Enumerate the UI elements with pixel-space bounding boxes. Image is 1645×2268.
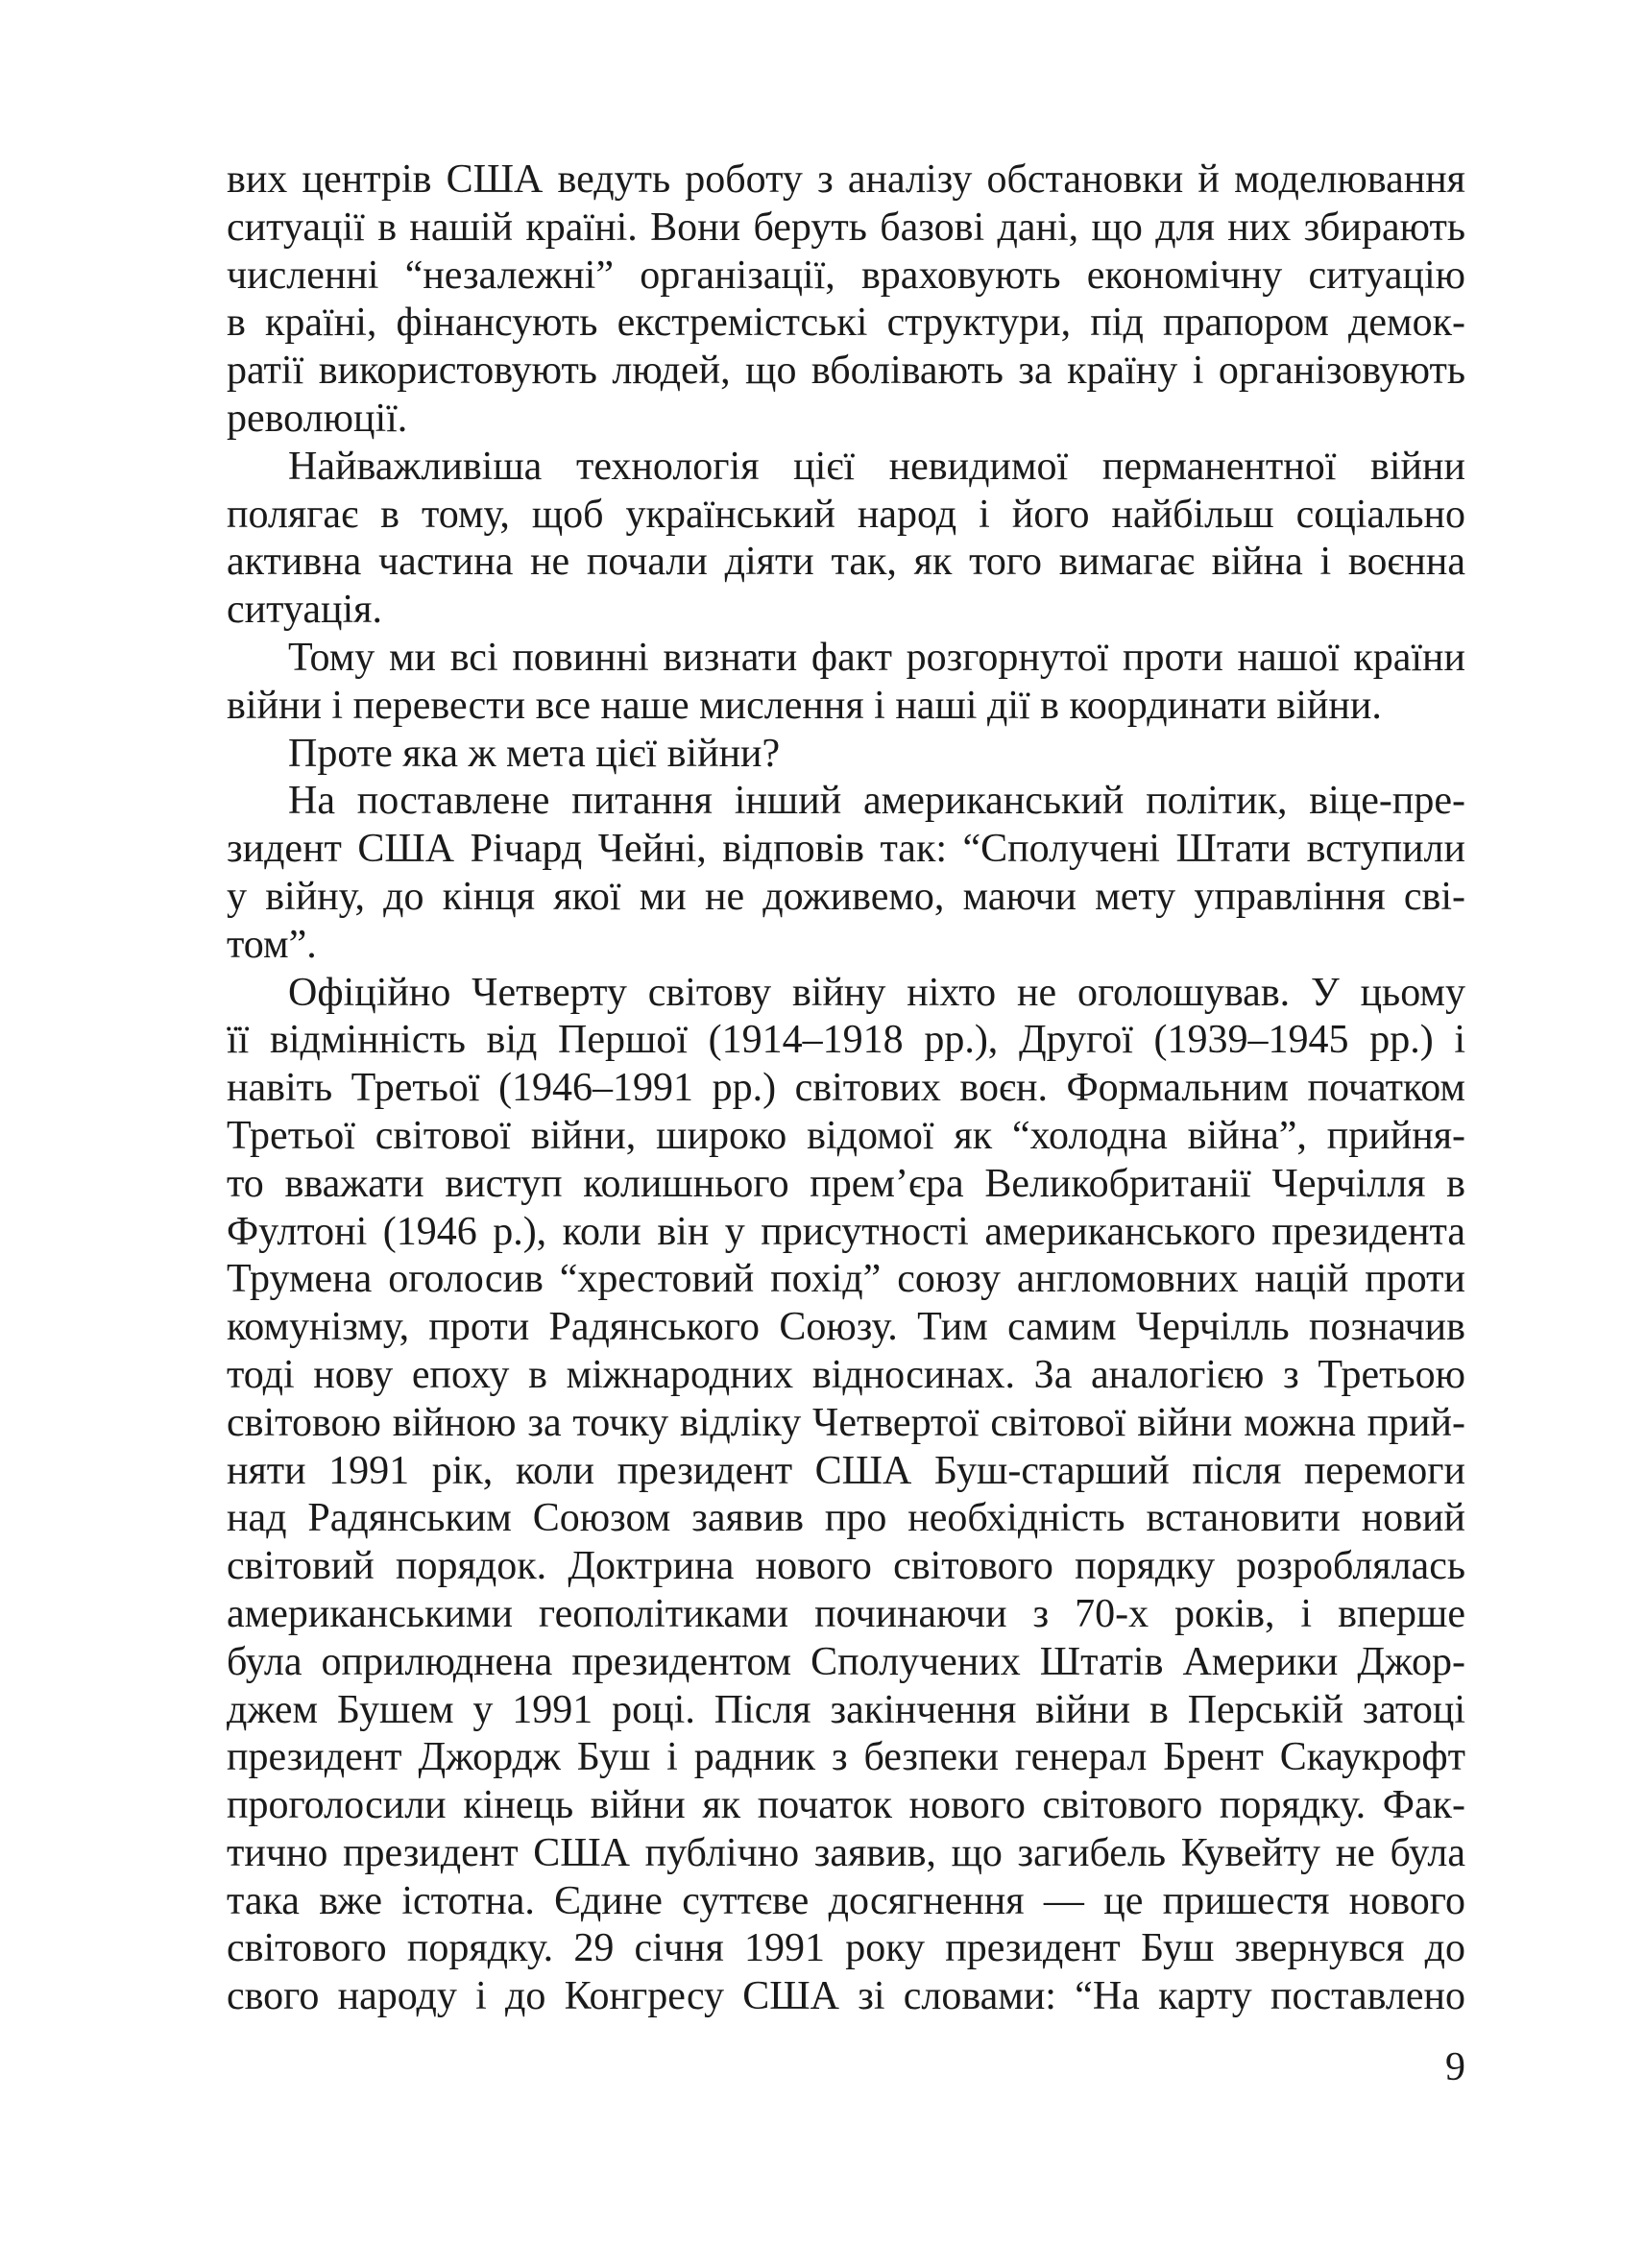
page-number: 9 (1445, 2045, 1465, 2089)
text-line: няти 1991 рік, коли президент США Буш-старший після перемоги (227, 1448, 1465, 1493)
paragraph (227, 444, 1465, 635)
text-line: комунізму, проти Радянського Союзу. Тим самим Черчілль позначив (227, 1305, 1465, 1350)
text-line: Найважливіша технологія цієї невидимої перманентної війни (288, 444, 1465, 489)
text-line: така вже істотна. Єдине суттєве досягнення — це пришестя нового (227, 1878, 1465, 1923)
paragraph (227, 157, 1465, 444)
text-line: то вважати виступ колишнього прем’єра Великобританії Черчілля в (227, 1161, 1465, 1206)
text-line: свого народу і до Конгресу США зі словами: “На карту поставлено (227, 1974, 1465, 2019)
body-text (227, 157, 1465, 2021)
text-line: том”. (227, 922, 317, 967)
paragraph (227, 778, 1465, 969)
text-line: На поставлене питання інший американський політик, віце-пре- (288, 779, 1465, 824)
paragraph (227, 635, 1465, 731)
text-line: Проте яка ж мета цієї війни? (288, 731, 781, 776)
text-line: численні “незалежні” організації, враховують економічну ситуацію (227, 253, 1465, 298)
text-line: була оприлюднена президентом Сполучених Штатів Америки Джор- (227, 1639, 1465, 1684)
text-line: ситуація. (227, 588, 382, 633)
text-line: зидент США Річард Чейні, відповів так: “Сполучені Штати вступили (227, 827, 1465, 872)
text-line: тично президент США публічно заявив, що загибель Кувейту не була (227, 1830, 1465, 1875)
text-line: навіть Третьої (1946–1991 рр.) світових воєн. Формальним початком (227, 1066, 1465, 1111)
text-line: Фултоні (1946 р.), коли він у присутності американського президента (227, 1209, 1465, 1254)
text-line: полягає в тому, щоб український народ і його найбільш соціально (227, 492, 1465, 537)
text-line: її відмінність від Першої (1914–1918 рр.), Другої (1939–1945 рр.) і (227, 1018, 1465, 1063)
text-line: проголосили кінець війни як початок нового світового порядку. Фак- (227, 1783, 1465, 1828)
text-line: активна частина не почали діяти так, як того вимагає війна і воєнна (227, 540, 1465, 585)
text-line: революції. (227, 396, 408, 441)
text-line: світовою війною за точку відліку Четвертої світової війни можна прий- (227, 1400, 1465, 1445)
text-line: вих центрів США ведуть роботу з аналізу обстановки й моделювання (227, 157, 1465, 202)
text-line: над Радянським Союзом заявив про необхідність встановити новий (227, 1496, 1465, 1541)
text-line: тоді нову епоху в міжнародних відносинах. За аналогією з Третьою (227, 1352, 1465, 1397)
text-line: американськими геополітиками починаючи з 70-х років, і вперше (227, 1591, 1465, 1636)
text-line: світовий порядок. Доктрина нового світового порядку розроблялась (227, 1544, 1465, 1589)
paragraph (227, 731, 1465, 779)
text-line: Третьої світової війни, широко відомої як “холодна війна”, прийня- (227, 1113, 1465, 1158)
text-line: Тому ми всі повинні визнати факт розгорнутої проти нашої країни (288, 635, 1465, 680)
text-line: ситуації в нашій країні. Вони беруть базові дані, що для них збирають (227, 205, 1465, 250)
text-line: ратії використовують людей, що вболівають за країну і організовують (227, 349, 1465, 394)
text-line: в країні, фінансують екстремістські структури, під прапором демок- (227, 301, 1465, 346)
text-line: Офіційно Четверту світову війну ніхто не оголошував. У цьому (288, 970, 1465, 1015)
paragraph (227, 970, 1465, 2022)
text-line: війни і перевести все наше мислення і наші дії в координати війни. (227, 683, 1382, 728)
text-line: світового порядку. 29 січня 1991 року президент Буш звернувся до (227, 1926, 1465, 1971)
text-line: джем Бушем у 1991 році. Після закінчення війни в Перській затоці (227, 1687, 1465, 1732)
text-line: президент Джордж Буш і радник з безпеки генерал Брент Скаукрофт (227, 1735, 1465, 1780)
text-line: у війну, до кінця якої ми не доживемо, маючи мету управління сві- (227, 874, 1465, 919)
text-line: Трумена оголосив “хрестовий похід” союзу англомовних націй проти (227, 1257, 1465, 1302)
